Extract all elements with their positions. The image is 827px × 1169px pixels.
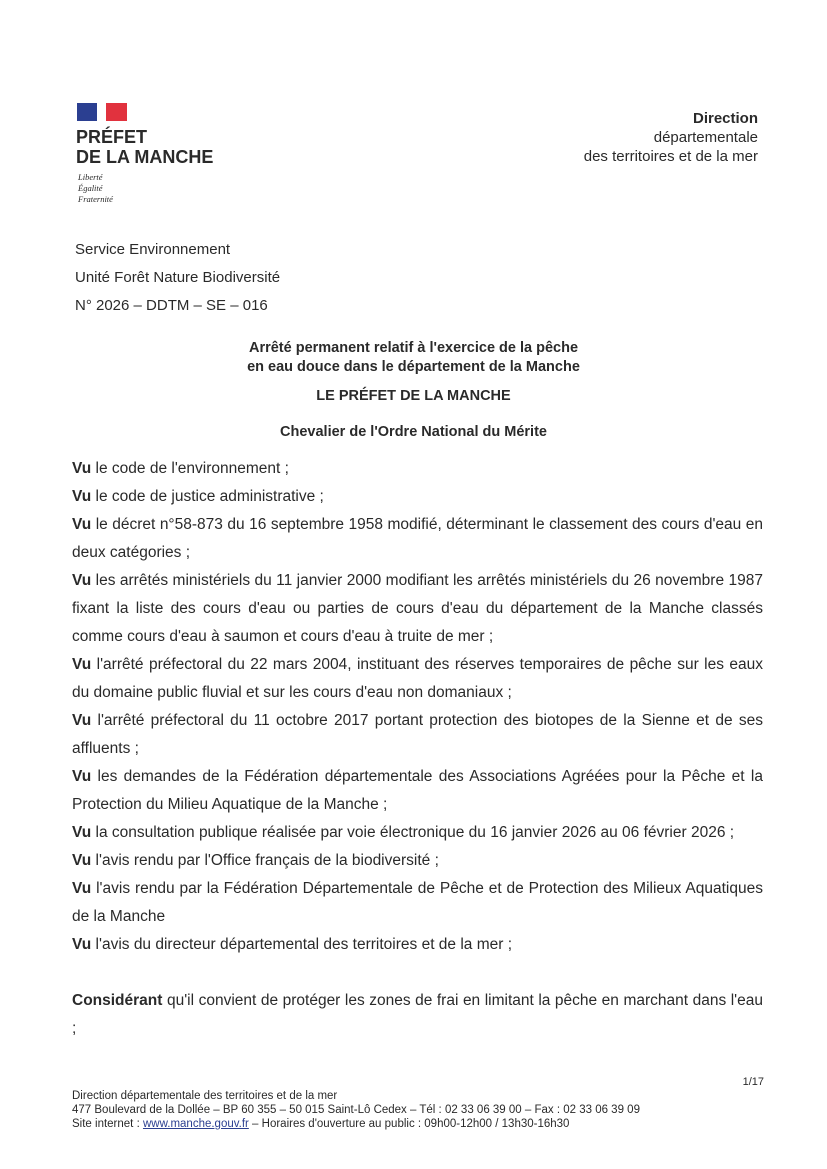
visa-lead: Vu bbox=[72, 824, 92, 841]
visa-lead: Vu bbox=[72, 936, 92, 953]
logo-line: PRÉFET bbox=[76, 127, 148, 147]
motto-line: Égalité bbox=[78, 183, 103, 193]
visa bbox=[72, 763, 763, 819]
visa-lead: Vu bbox=[72, 656, 92, 673]
visa bbox=[72, 875, 763, 931]
visa-text: le code de justice administrative ; bbox=[91, 488, 324, 505]
visa-lead: Vu bbox=[72, 460, 92, 477]
considerant-lead: Considérant bbox=[72, 992, 163, 1009]
document-title bbox=[0, 339, 827, 377]
unit-name: Unité Forêt Nature Biodiversité bbox=[75, 269, 281, 286]
website-link[interactable]: www.manche.gouv.fr bbox=[142, 1118, 249, 1130]
direction-line: départementale bbox=[653, 129, 758, 146]
visa bbox=[72, 931, 763, 959]
service-name: Service Environnement bbox=[75, 241, 231, 258]
visa bbox=[72, 567, 763, 651]
logo-line: DE LA MANCHE bbox=[76, 147, 214, 167]
visa-lead: Vu bbox=[72, 768, 92, 785]
motto-line: Liberté bbox=[78, 172, 103, 182]
document-body bbox=[72, 455, 763, 1043]
considerant-text: qu'il convient de protéger les zones de frai en limitant la pêche en marchant dans l'eau ; bbox=[72, 992, 763, 1037]
visa-lead: Vu bbox=[72, 572, 92, 589]
visa bbox=[72, 707, 763, 763]
direction-header bbox=[584, 109, 758, 166]
visa-lead: Vu bbox=[72, 712, 92, 729]
visa-text: l'avis rendu par l'Office français de la biodiversité ; bbox=[91, 852, 439, 869]
visa bbox=[72, 511, 763, 567]
visa-text: l'arrêté préfectoral du 11 octobre 2017 portant protection des biotopes de la Sienne et de ses affluents ; bbox=[72, 712, 763, 757]
visa-text: l'avis rendu par la Fédération Départementale de Pêche et de Protection des Milieux Aquatiques de la Manche bbox=[72, 880, 763, 925]
service-block bbox=[75, 236, 280, 320]
visa-text: le décret n°58-873 du 16 septembre 1958 modifié, déterminant le classement des cours d'eau en deux catégories ; bbox=[72, 516, 763, 561]
visa bbox=[72, 819, 763, 847]
visa-lead: Vu bbox=[72, 516, 92, 533]
page-number: 1/17 bbox=[742, 1076, 764, 1088]
site-label: Site internet : bbox=[72, 1118, 143, 1130]
footer-line bbox=[72, 1117, 640, 1131]
motto bbox=[78, 172, 113, 205]
visa-lead: Vu bbox=[72, 488, 92, 505]
visa bbox=[72, 455, 763, 483]
title-line: Arrêté permanent relatif à l'exercice de la pêche bbox=[248, 340, 579, 356]
prefet-logo-title bbox=[76, 127, 213, 167]
visa-lead: Vu bbox=[72, 880, 92, 897]
considerant bbox=[72, 987, 763, 1043]
visa bbox=[72, 651, 763, 707]
visa-text: le code de l'environnement ; bbox=[91, 460, 289, 477]
visa bbox=[72, 483, 763, 511]
visa-lead: Vu bbox=[72, 852, 92, 869]
reference-number: N° 2026 – DDTM – SE – 016 bbox=[75, 297, 268, 314]
footer-address: 477 Boulevard de la Dollée – BP 60 355 – 50 015 Saint-Lô Cedex – Tél : 02 33 06 39 00 – Fax : 02 33 06 39 09 bbox=[72, 1104, 640, 1116]
motto-line: Fraternité bbox=[78, 194, 113, 204]
visa-text: les arrêtés ministériels du 11 janvier 2000 modifiant les arrêtés ministériels du 26 novembre 1987 fixant la liste des cours d'eau ou parties de cours d'eau du département de la Manche classés comme cours d'eau à saumon et cours d'eau à truite de mer ; bbox=[72, 572, 763, 645]
visa-text: l'arrêté préfectoral du 22 mars 2004, instituant des réserves temporaires de pêche sur les eaux du domaine public fluvial et sur les cours d'eau non domaniaux ; bbox=[72, 656, 763, 701]
footer bbox=[72, 1089, 640, 1131]
marianne-logo-icon bbox=[77, 103, 127, 121]
footer-line: Direction départementale des territoires et de la mer bbox=[72, 1090, 338, 1102]
visa-text: la consultation publique réalisée par voie électronique du 16 janvier 2026 au 06 février 2026 ; bbox=[91, 824, 735, 841]
visa-text: les demandes de la Fédération départementale des Associations Agréées pour la Pêche et la Protection du Milieu Aquatique de la Manche ; bbox=[72, 768, 763, 813]
direction-line: Direction bbox=[692, 110, 758, 127]
direction-line: des territoires et de la mer bbox=[583, 148, 758, 165]
visa-text: l'avis du directeur départemental des territoires et de la mer ; bbox=[91, 936, 513, 953]
opening-hours: – Horaires d'ouverture au public : 09h00-12h00 / 13h30-16h30 bbox=[248, 1118, 570, 1130]
visa bbox=[72, 847, 763, 875]
title-line: en eau douce dans le département de la Manche bbox=[247, 359, 580, 375]
chevalier-heading: Chevalier de l'Ordre National du Mérite bbox=[280, 424, 547, 440]
prefet-heading: LE PRÉFET DE LA MANCHE bbox=[316, 388, 511, 404]
